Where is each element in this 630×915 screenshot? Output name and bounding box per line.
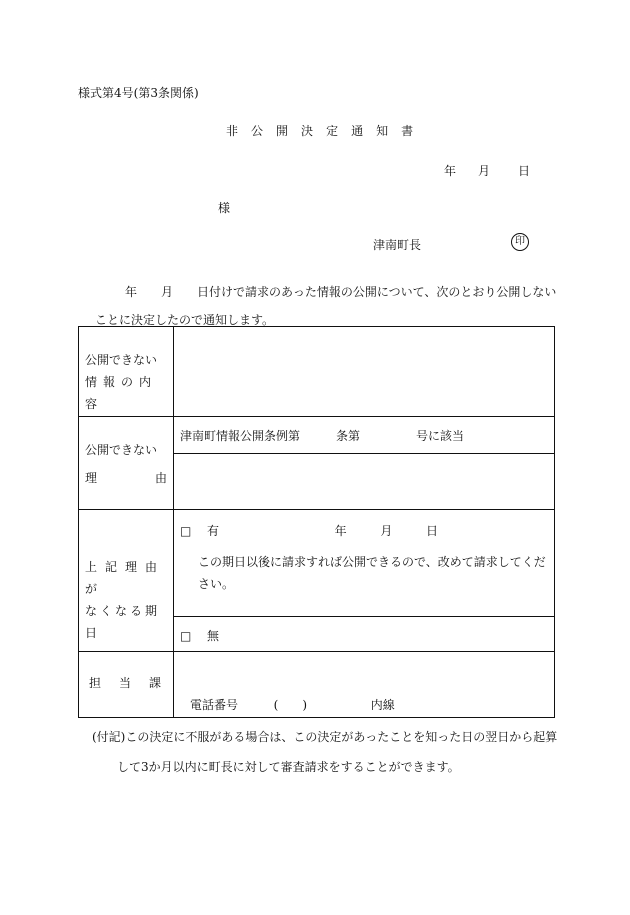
no-option[interactable] bbox=[174, 616, 554, 651]
phone-paren: ( ) bbox=[273, 698, 308, 712]
label-content bbox=[79, 327, 174, 417]
label-content-line-2: 情報の内容 bbox=[85, 375, 158, 411]
field-date bbox=[174, 510, 555, 652]
footnote-line-2: して3か月以内に町長に対して審査請求をすることができます。 bbox=[117, 760, 460, 774]
seal-mark: 印 bbox=[511, 233, 529, 251]
title-char: 公 bbox=[251, 124, 264, 138]
footnote bbox=[92, 722, 572, 782]
yes-note bbox=[180, 551, 548, 595]
yes-note-line-1: この期日以後に請求すれば公開できるので、改めて請求してくだ bbox=[198, 555, 546, 569]
article-text: 条第 bbox=[336, 429, 361, 443]
field-content[interactable] bbox=[174, 327, 555, 417]
label-section bbox=[79, 652, 174, 718]
date-year: 年 bbox=[444, 164, 457, 178]
yes-label: 有 bbox=[207, 524, 220, 538]
date-month: 月 bbox=[478, 164, 491, 178]
title-char: 知 bbox=[376, 124, 389, 138]
no-checkbox[interactable]: □ bbox=[180, 629, 192, 643]
intro-line-1: 年 月 日付けで請求のあった情報の公開について、次のとおり公開しない bbox=[125, 285, 557, 299]
title-char: 開 bbox=[276, 124, 289, 138]
label-date-line-1: 上記理由が bbox=[85, 560, 166, 596]
form-number: 様式第4号(第3条関係) bbox=[78, 86, 199, 100]
field-section[interactable] bbox=[174, 652, 555, 718]
label-section-char: 担 bbox=[89, 676, 102, 690]
yes-month: 月 bbox=[380, 524, 393, 538]
extension-label: 内線 bbox=[370, 698, 395, 712]
title-char: 書 bbox=[401, 124, 414, 138]
field-reason bbox=[174, 417, 555, 510]
label-section-char: 課 bbox=[148, 676, 161, 690]
title-char: 非 bbox=[226, 124, 239, 138]
issuer-name: 津南町長 bbox=[373, 238, 422, 252]
label-section-char: 当 bbox=[118, 676, 131, 690]
title-char: 通 bbox=[351, 124, 364, 138]
label-reason bbox=[79, 417, 174, 510]
no-label: 無 bbox=[207, 629, 220, 643]
yes-note-line-2: さい。 bbox=[198, 577, 235, 591]
row-reason bbox=[79, 417, 555, 510]
notice-table bbox=[78, 326, 555, 718]
reason-detail-field[interactable] bbox=[174, 453, 554, 509]
label-reason-yu: 由 bbox=[154, 471, 167, 485]
title-char: 定 bbox=[326, 124, 339, 138]
yes-day: 日 bbox=[426, 524, 439, 538]
date-day: 日 bbox=[518, 164, 531, 178]
label-reason-line-1: 公開できない bbox=[85, 443, 158, 457]
label-reason-ri: 理 bbox=[85, 471, 98, 485]
row-date bbox=[79, 510, 555, 652]
row-section bbox=[79, 652, 555, 718]
label-reason-line-2 bbox=[85, 467, 167, 489]
yes-checkbox[interactable]: □ bbox=[180, 524, 192, 538]
footnote-line-1: (付記)この決定に不服がある場合は、この決定があったことを知った日の翌日から起算 bbox=[92, 730, 558, 744]
ordinance-line[interactable] bbox=[174, 417, 554, 453]
phone-line bbox=[174, 652, 554, 713]
intro-line-2: ことに決定したので通知します。 bbox=[95, 313, 275, 327]
label-date-line-2: なくなる期日 bbox=[85, 604, 161, 640]
title-char: 決 bbox=[301, 124, 314, 138]
yes-option[interactable] bbox=[180, 522, 548, 539]
yes-year: 年 bbox=[334, 524, 347, 538]
ordinance-text: 津南町情報公開条例第 bbox=[180, 429, 301, 443]
phone-label: 電話番号 bbox=[190, 698, 239, 712]
date-yes-block bbox=[174, 510, 554, 616]
row-content bbox=[79, 327, 555, 417]
label-date bbox=[79, 510, 174, 652]
label-content-line-1: 公開できない bbox=[85, 353, 158, 367]
document-title bbox=[226, 122, 426, 139]
addressee-suffix: 様 bbox=[218, 201, 231, 215]
item-text: 号に該当 bbox=[416, 429, 465, 443]
issue-date bbox=[444, 162, 530, 179]
